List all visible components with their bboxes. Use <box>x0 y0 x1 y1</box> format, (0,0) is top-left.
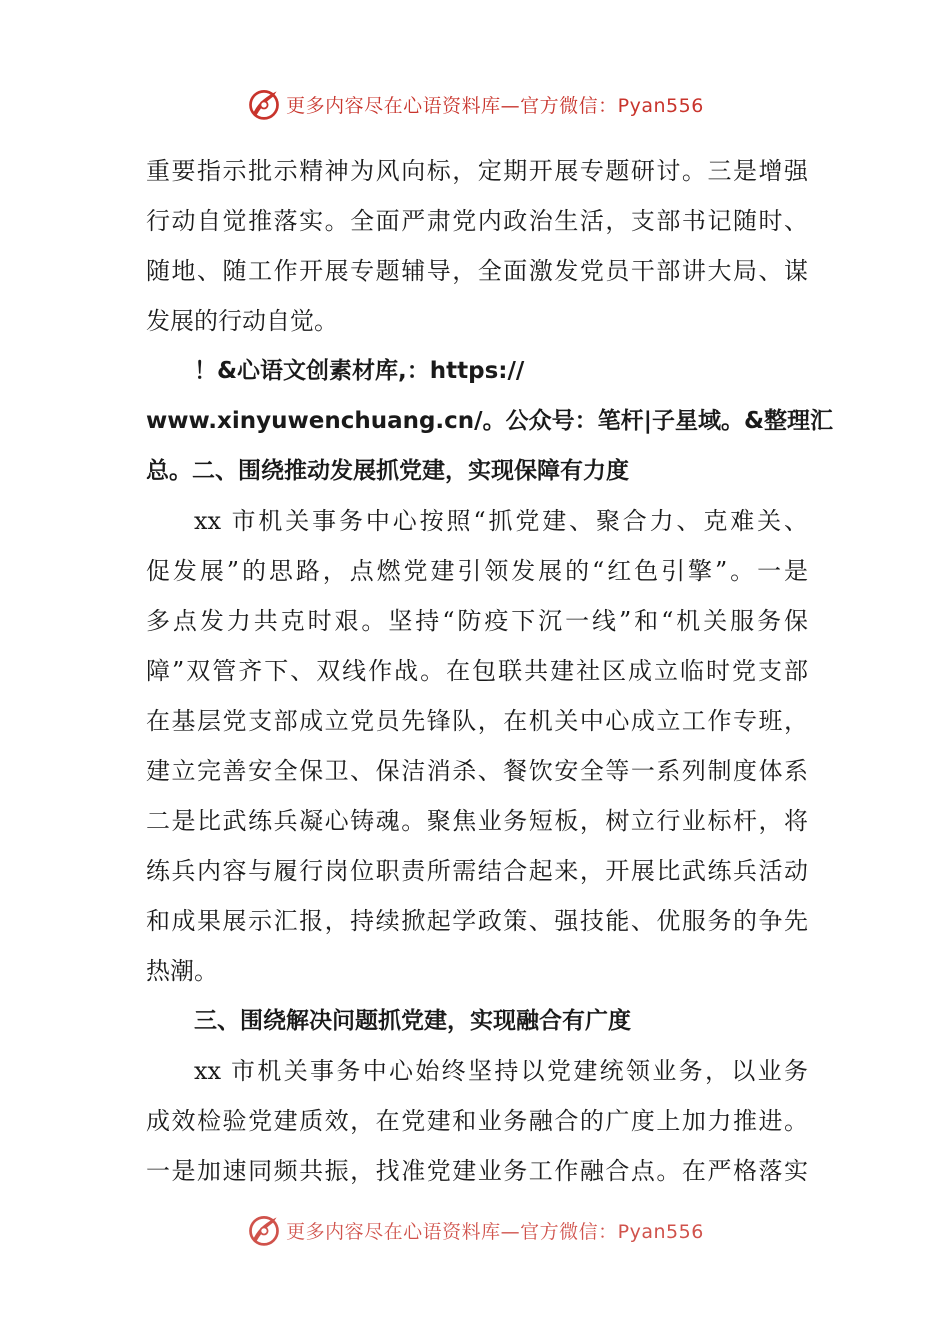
body-line: 多点发力共克时艰。坚持“防疫下沉一线”和“机关服务保 <box>146 607 808 635</box>
body-line: 成效检验党建质效，在党建和业务融合的广度上加力推进。 <box>146 1107 808 1135</box>
body-line-link: www.xinyuwenchuang.cn/。公众号：笔杆|子星域。&整理汇 <box>146 408 834 434</box>
section-heading-3: 三、围绕解决问题抓党建，实现融合有广度 <box>194 1008 631 1034</box>
section-heading-2: 总。二、围绕推动发展抓党建，实现保障有力度 <box>146 458 629 484</box>
body-line: 练兵内容与履行岗位职责所需结合起来，开展比武练兵活动 <box>146 857 808 885</box>
body-line: 行动自觉推落实。全面严肃党内政治生活，支部书记随时、 <box>146 207 808 235</box>
footer-watermark-text: 更多内容尽在心语资料库—官方微信：Pyan556 <box>286 1220 704 1243</box>
body-line: 在基层党支部成立党员先锋队，在机关中心成立工作专班， <box>146 707 808 735</box>
body-line: xx 市机关事务中心始终坚持以党建统领业务，以业务 <box>194 1057 808 1085</box>
body-line: 随地、随工作开展专题辅导，全面激发党员干部讲大局、谋 <box>146 257 808 285</box>
page-header <box>0 82 950 126</box>
header-watermark <box>246 86 704 122</box>
body-line: 重要指示批示精神为风向标，定期开展专题研讨。三是增强 <box>146 157 808 185</box>
document-body <box>146 146 834 1196</box>
body-line: 发展的行动自觉。 <box>146 307 338 335</box>
body-line: 促发展”的思路，点燃党建引领发展的“红色引擎”。一是 <box>146 557 808 585</box>
body-line: 二是比武练兵凝心铸魂。聚焦业务短板，树立行业标杆，将 <box>146 807 808 835</box>
body-line: 热潮。 <box>146 957 218 985</box>
pen-logo-icon <box>246 86 282 122</box>
body-line: 建立完善安全保卫、保洁消杀、餐饮安全等一系列制度体系 <box>146 757 808 785</box>
body-line-link: ！&心语文创素材库,：https:// <box>194 358 525 384</box>
page-footer <box>0 1202 950 1246</box>
body-line: 障”双管齐下、双线作战。在包联共建社区成立临时党支部 <box>146 657 808 685</box>
body-line: xx 市机关事务中心按照“抓党建、聚合力、克难关、 <box>194 507 808 535</box>
footer-watermark <box>246 1212 704 1246</box>
header-watermark-text: 更多内容尽在心语资料库—官方微信：Pyan556 <box>286 94 704 117</box>
pen-logo-icon <box>246 1212 282 1246</box>
body-line: 和成果展示汇报，持续掀起学政策、强技能、优服务的争先 <box>146 907 808 935</box>
body-line: 一是加速同频共振，找准党建业务工作融合点。在严格落实 <box>146 1157 808 1185</box>
